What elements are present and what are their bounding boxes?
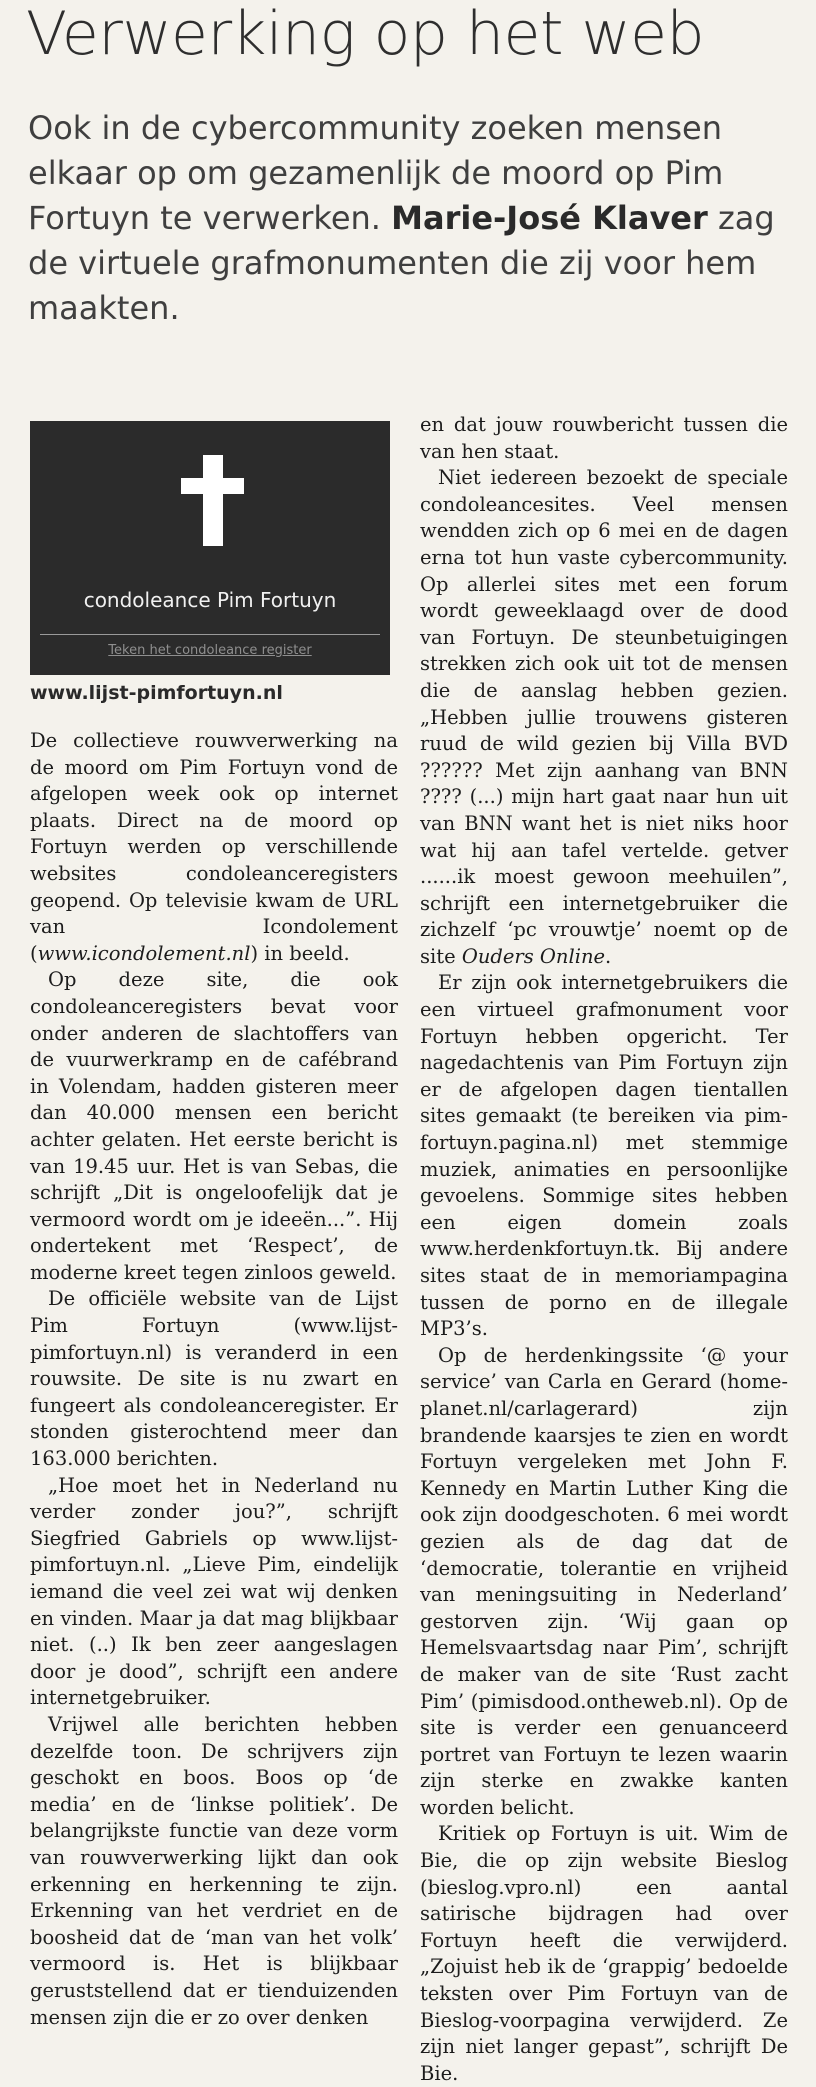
photo-register-link: Teken het condoleance register <box>108 643 312 658</box>
intro-rest: zag de virtuele grafmonumenten die zij voor hem maakten. <box>28 199 775 327</box>
article-column-left <box>30 728 398 2031</box>
paragraph: De collectieve rouwverwerking na de moord om Pim Fortuyn vond de afgelopen week ook op internet plaats. Direct na de moord op Fortuyn werden op verschillende websites condoleanceregisters geopend. Op televisie kwam de URL van Icondolement (www.icondolement.nl) in beeld. <box>30 729 398 965</box>
photo-title: condoleance Pim Fortuyn <box>83 588 337 612</box>
intro-paragraph <box>28 106 788 331</box>
paragraph: Op deze site, die ook condoleanceregisters bevat voor onder anderen de slachtoffers van de vuurwerkramp en de cafébrand in Volendam, hadden gisteren meer dan 40.000 mensen een bericht achter gelaten. Het eerste bericht is van 19.45 uur. Het is van Sebas, die schrijft „Dit is ongeloofelijk dat je vermoord wordt om je ideeën...”. Hij ondertekent met ‘Respect’, de moderne kreet tegen zinloos geweld. <box>30 968 398 1284</box>
paragraph: en dat jouw rouwbericht tussen die van hen staat. <box>420 413 788 463</box>
paragraph: „Hoe moet het in Nederland nu verder zonder jou?”, schrijft Siegfried Gabriels op www.lijst-pimfortuyn.nl. „Lieve Pim, eindelijk iemand die veel zei wat wij denken en vinden. Maar ja dat mag blijkbaar niet. (..) Ik ben zeer aangeslagen door je dood”, schrijft een andere internetgebruiker. <box>30 1473 398 1710</box>
article-column-right <box>420 412 788 2087</box>
website-screenshot-photo <box>30 421 390 675</box>
photo-caption: www.lijst-pimfortuyn.nl <box>30 682 283 704</box>
paragraph: Er zijn ook internetgebruikers die een virtueel grafmonument voor Fortuyn hebben opgericht. Ter nagedachtenis van Pim Fortuyn zijn er de afgelopen dagen tientallen sites gemaakt (te bereiken via pim-fortuyn.pagina.nl) met stemmige muziek, animaties en persoonlijke gevoelens. Sommige sites hebben een eigen domein zoals www.herdenkfortuyn.tk. Bij andere sites staat de in memoriampagina tussen de porno en de illegale MP3’s. <box>420 971 788 1341</box>
paragraph: Niet iedereen bezoekt de speciale condoleancesites. Veel mensen wendden zich op 6 mei en de dagen erna tot hun vaste cybercommunity. Op allerlei sites met een forum wordt geweeklaagd over de dood van Fortuyn. De steunbetuigingen strekken zich ook uit tot de mensen die de aanslag hebben gezien. „Hebben jullie trouwens gisteren ruud de wild gezien bij Villa BVD ?????? Met zijn aanhang van BNN ???? (...) mijn hart gaat naar hun uit van BNN want het is niet niks hoor wat hij aan tafel vertelde. getver ......ik moest gewoon meehuilen”, schrijft een internetgebruiker die zichzelf ‘pc vrouwtje’ noemt op de site Ouders Online. <box>420 466 788 968</box>
paragraph: Kritiek op Fortuyn is uit. Wim de Bie, die op zijn website Bieslog (bieslog.vpro.nl) een aantal satirische bijdragen had over Fortuyn heeft die verwijderd. „Zojuist heb ik de ‘grappig’ bedoelde teksten over Pim Fortuyn van de Bieslog-voorpagina verwijderd. Ze zijn niet langer gepast”, schrijft De Bie. <box>420 1822 788 2085</box>
author-name: Marie-José Klaver <box>391 199 708 237</box>
paragraph: Vrijwel alle berichten hebben dezelfde toon. De schrijvers zijn geschokt en boos. Boos op ‘de media’ en de ‘linkse politiek’. De belangrijkste functie van deze vorm van rouwverwerking lijkt dan ook erkenning en herkenning te zijn. Erkenning van het verdriet en de boosheid dat de ‘man van het volk’ vermoord is. Het is blijkbaar geruststellend dat er tienduizenden mensen zijn die er zo over denken <box>30 1712 398 2029</box>
paragraph: De officiële website van de Lijst Pim Fortuyn (www.lijst-pimfortuyn.nl) is veranderd in een rouwsite. De site is nu zwart en fungeert als condoleanceregister. Er stonden gisterochtend meer dan 163.000 berichten. <box>30 1287 398 1471</box>
intro-lead: Ook in de cybercommunity zoeken mensen elkaar op om gezamenlijk de moord op Pim Fortuyn te verwerken. <box>28 109 724 237</box>
photo-divider <box>40 634 380 635</box>
headline: Verwerking op het web <box>26 0 705 69</box>
paragraph: Op de herdenkingssite ‘@ your service’ van Carla en Gerard (home-planet.nl/carlagerard) zijn brandende kaarsjes te zien en wordt Fortuyn vergeleken met John F. Kennedy en Martin Luther King die ook zijn doodgeschoten. 6 mei wordt gezien als de dag dat de ‘democratie, tolerantie en vrijheid van meningsuiting in Nederland’ gestorven zijn. ‘Wij gaan op Hemelsvaartsdag naar Pim’, schrijft de maker van de site ‘Rust zacht Pim’ (pimisdood.ontheweb.nl). Op de site is verder een genuanceerd portret van Fortuyn te lezen waarin zijn sterke en zwakke kanten worden belicht. <box>420 1343 788 1819</box>
